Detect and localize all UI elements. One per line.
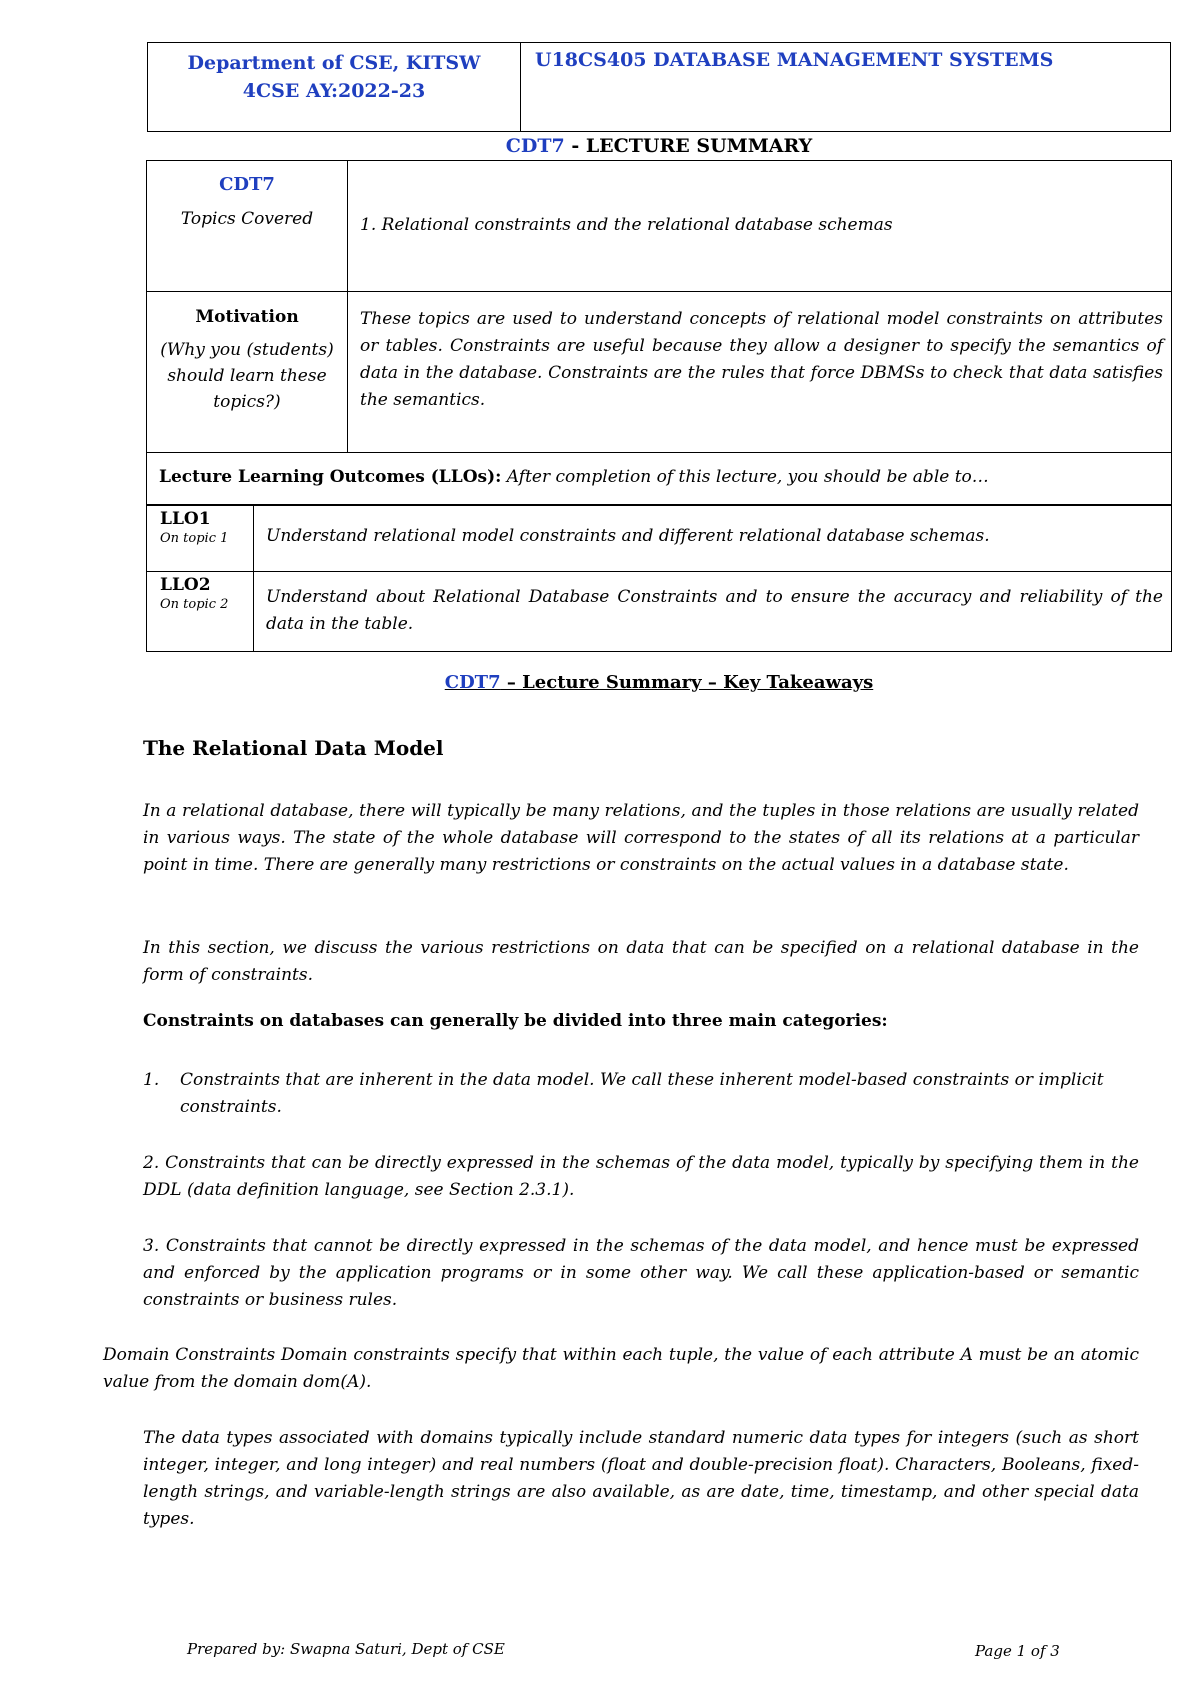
categories-heading: Constraints on databases can generally be divided into three main categories: xyxy=(143,1011,888,1031)
list-item-semantic: 3. Constraints that cannot be directly expressed in the schemas of the data model, and hence must be expressed and enforced by the application programs or in some other way. We call these application-based or semantic constraints or business rules. xyxy=(143,1236,1139,1310)
summary-code: CDT7 xyxy=(505,135,565,157)
paragraph-relations: In a relational database, there will typically be many relations, and the tuples in those relations are usually related in various ways. The state of the whole database will correspond to the states of all its relations at a particular point in time. There are generally many restrictions or constraints on the actual values in a database state. xyxy=(143,801,1139,875)
summary-table xyxy=(146,160,1172,505)
paragraph-domain-constraints: Domain Constraints Domain constraints specify that within each tuple, the value of each attribute A must be an atomic value from the domain dom(A). xyxy=(103,1345,1139,1392)
summary-title-text: - LECTURE SUMMARY xyxy=(564,135,813,157)
llo-row xyxy=(147,506,1172,572)
document-header xyxy=(147,42,1171,132)
topics-code: CDT7 xyxy=(219,174,275,195)
key-takeaways-title xyxy=(147,672,1171,693)
footer-page-number: Page 1 of 3 xyxy=(975,1642,1060,1660)
motivation-cell-label xyxy=(147,292,348,453)
llo-label-cell xyxy=(147,572,254,652)
topics-cell-label xyxy=(147,161,348,292)
academic-year: 4CSE AY:2022-23 xyxy=(242,80,426,102)
paragraph-restrictions: In this section, we discuss the various restrictions on data that can be specified on a relational database in the form of constraints. xyxy=(143,938,1139,985)
motivation-row xyxy=(147,292,1172,453)
topics-row xyxy=(147,161,1172,292)
topics-item: 1. Relational constraints and the relational database schemas xyxy=(348,161,1172,292)
list-item-number: 1. xyxy=(143,1070,160,1090)
llo-label-cell xyxy=(147,506,254,572)
llo-header-row xyxy=(147,453,1172,505)
llo-topic: On topic 1 xyxy=(160,531,229,546)
llo-label: LLO1 xyxy=(160,509,211,529)
paragraph-data-types: The data types associated with domains typically include standard numeric data types for integers (such as short integer, integer, and long integer) and real numbers (float and double-precision float). Characters, Booleans, fixed-length strings, and variable-length strings are also available, as are date, time, timestamp, and other special data types. xyxy=(143,1428,1139,1529)
llo-table xyxy=(146,505,1172,652)
llo-label: LLO2 xyxy=(160,575,211,595)
motivation-text: These topics are used to understand concepts of relational model constraints on attributes or tables. Constraints are useful because they allow a designer to specify the semantics of data in the database. Constraints are the rules that force DBMSs to check that data satisfies the semantics. xyxy=(348,292,1172,453)
topics-label: Topics Covered xyxy=(180,209,314,229)
llo-row xyxy=(147,572,1172,652)
department-block xyxy=(148,43,521,131)
list-item-inherent: Constraints that are inherent in the data model. We call these inherent model-based constraints or implicit constraints. xyxy=(180,1070,1104,1117)
footer-prepared-by: Prepared by: Swapna Saturi, Dept of CSE xyxy=(187,1640,505,1658)
llo-text: Understand relational model constraints and different relational database schemas. xyxy=(254,506,1172,572)
llo-text: Understand about Relational Database Constraints and to ensure the accuracy and reliability of the data in the table. xyxy=(254,572,1172,652)
llo-topic: On topic 2 xyxy=(160,597,229,612)
section-heading: The Relational Data Model xyxy=(143,736,444,760)
takeaways-code[interactable]: CDT7 xyxy=(444,672,501,693)
motivation-label: Motivation xyxy=(195,307,299,327)
course-title: U18CS405 DATABASE MANAGEMENT SYSTEMS xyxy=(535,49,1054,71)
motivation-subtitle: (Why you (students) should learn these topics?) xyxy=(160,340,334,412)
takeaways-title-text: – Lecture Summary – Key Takeaways xyxy=(500,672,874,693)
list-item-schema: 2. Constraints that can be directly expressed in the schemas of the data model, typically by specifying them in the DDL (data definition language, see Section 2.3.1). xyxy=(143,1153,1139,1200)
llo-header xyxy=(147,453,1172,505)
llo-header-bold: Lecture Learning Outcomes (LLOs): xyxy=(159,467,502,487)
lecture-summary-title xyxy=(147,135,1171,157)
llo-header-italic: After completion of this lecture, you should be able to… xyxy=(501,467,989,487)
department-name: Department of CSE, KITSW xyxy=(187,52,481,74)
